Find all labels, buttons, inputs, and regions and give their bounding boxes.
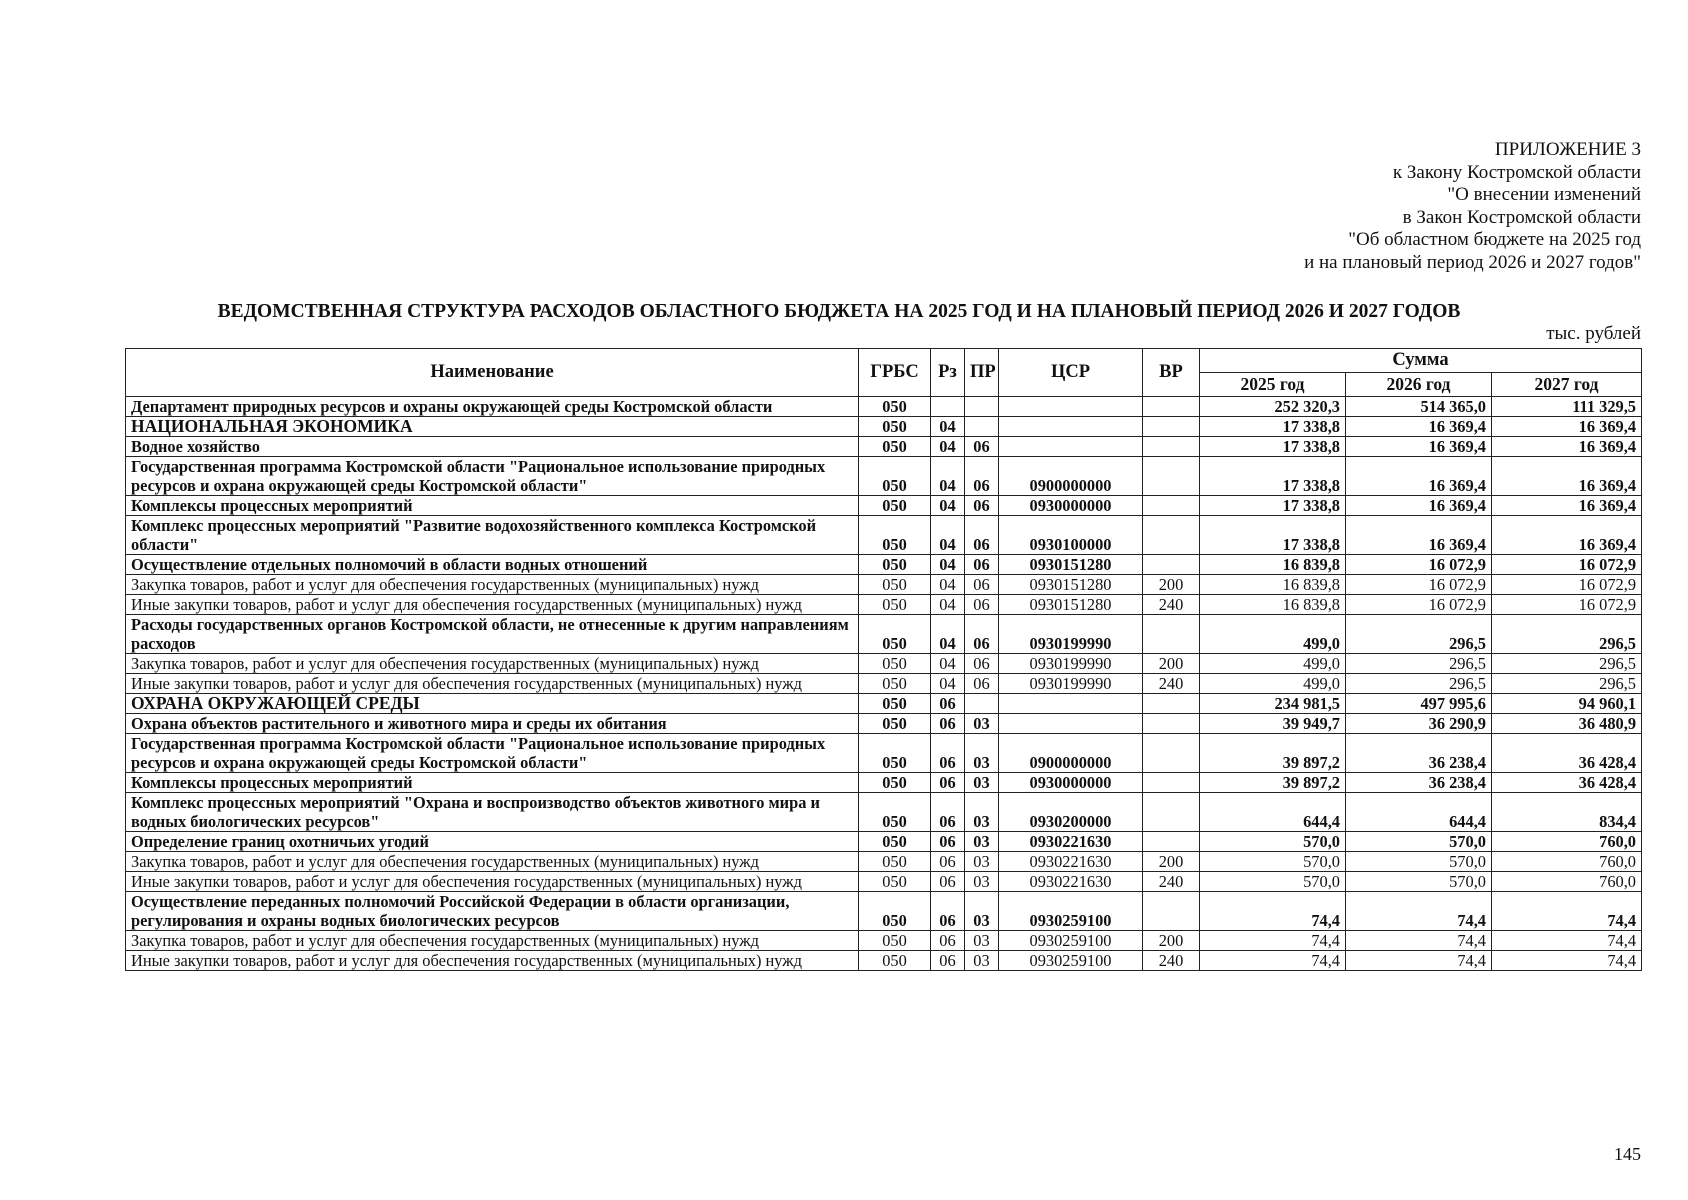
cell-name: Определение границ охотничьих угодий	[126, 832, 859, 852]
cell-pr: 03	[965, 872, 999, 892]
cell-2025: 16 839,8	[1200, 575, 1346, 595]
cell-vr	[1143, 832, 1200, 852]
cell-vr	[1143, 892, 1200, 931]
cell-2027: 16 369,4	[1492, 496, 1642, 516]
cell-rz: 04	[931, 674, 965, 694]
cell-name: Иные закупки товаров, работ и услуг для обеспечения государственных (муниципальных) нужд	[126, 674, 859, 694]
cell-vr	[1143, 417, 1200, 437]
cell-rz: 04	[931, 457, 965, 496]
cell-pr	[965, 694, 999, 714]
cell-grbs: 050	[859, 595, 931, 615]
cell-pr: 06	[965, 575, 999, 595]
cell-pr: 03	[965, 892, 999, 931]
cell-2027: 74,4	[1492, 931, 1642, 951]
cell-rz: 06	[931, 931, 965, 951]
cell-2025: 17 338,8	[1200, 437, 1346, 457]
cell-vr: 200	[1143, 931, 1200, 951]
cell-csr: 0930151280	[999, 555, 1143, 575]
cell-csr	[999, 714, 1143, 734]
cell-csr: 0900000000	[999, 734, 1143, 773]
cell-rz: 06	[931, 694, 965, 714]
cell-pr: 06	[965, 516, 999, 555]
header-name: Наименование	[126, 349, 859, 397]
cell-grbs: 050	[859, 654, 931, 674]
cell-2025: 644,4	[1200, 793, 1346, 832]
cell-rz: 04	[931, 437, 965, 457]
table-row	[126, 793, 1642, 832]
header-year-2025: 2025 год	[1200, 373, 1346, 397]
page-number: 145	[1614, 1144, 1641, 1164]
cell-grbs: 050	[859, 714, 931, 734]
cell-csr: 0930221630	[999, 852, 1143, 872]
cell-rz: 06	[931, 892, 965, 931]
cell-csr: 0900000000	[999, 457, 1143, 496]
cell-name: Закупка товаров, работ и услуг для обеспечения государственных (муниципальных) нужд	[126, 852, 859, 872]
cell-csr	[999, 397, 1143, 417]
cell-2026: 36 238,4	[1346, 734, 1492, 773]
cell-name: Государственная программа Костромской области "Рациональное использование природных ресурсов и охрана окружающей среды Костромской области"	[126, 457, 859, 496]
table-row	[126, 516, 1642, 555]
cell-csr	[999, 437, 1143, 457]
cell-2027: 760,0	[1492, 832, 1642, 852]
cell-vr: 240	[1143, 872, 1200, 892]
table-row	[126, 714, 1642, 734]
cell-2025: 17 338,8	[1200, 516, 1346, 555]
cell-2025: 234 981,5	[1200, 694, 1346, 714]
cell-vr	[1143, 734, 1200, 773]
cell-2027: 94 960,1	[1492, 694, 1642, 714]
cell-csr: 0930259100	[999, 892, 1143, 931]
cell-2027: 16 072,9	[1492, 575, 1642, 595]
cell-2026: 16 369,4	[1346, 496, 1492, 516]
cell-grbs: 050	[859, 773, 931, 793]
header-vr: ВР	[1143, 349, 1200, 397]
cell-vr	[1143, 397, 1200, 417]
cell-2025: 74,4	[1200, 892, 1346, 931]
cell-vr	[1143, 516, 1200, 555]
header-pr: ПР	[965, 349, 999, 397]
appendix-header	[1304, 139, 1641, 275]
cell-rz: 06	[931, 734, 965, 773]
table-row	[126, 615, 1642, 654]
cell-name: Государственная программа Костромской области "Рациональное использование природных ресурсов и охрана окружающей среды Костромской области"	[126, 734, 859, 773]
table-row	[126, 575, 1642, 595]
table-row	[126, 437, 1642, 457]
cell-grbs: 050	[859, 615, 931, 654]
cell-pr: 03	[965, 931, 999, 951]
cell-grbs: 050	[859, 674, 931, 694]
cell-2025: 39 897,2	[1200, 773, 1346, 793]
cell-pr: 06	[965, 654, 999, 674]
cell-grbs: 050	[859, 457, 931, 496]
cell-2025: 499,0	[1200, 615, 1346, 654]
appendix-line: к Закону Костромской области	[1392, 161, 1641, 183]
table-row	[126, 734, 1642, 773]
table-row	[126, 457, 1642, 496]
cell-pr: 06	[965, 496, 999, 516]
table-row	[126, 397, 1642, 417]
cell-pr: 06	[965, 437, 999, 457]
cell-2027: 296,5	[1492, 654, 1642, 674]
cell-grbs: 050	[859, 694, 931, 714]
cell-2025: 74,4	[1200, 931, 1346, 951]
cell-vr	[1143, 555, 1200, 575]
cell-grbs: 050	[859, 417, 931, 437]
cell-2026: 16 072,9	[1346, 595, 1492, 615]
cell-rz: 04	[931, 615, 965, 654]
cell-2027: 16 369,4	[1492, 437, 1642, 457]
cell-2026: 570,0	[1346, 852, 1492, 872]
cell-name: Водное хозяйство	[126, 437, 859, 457]
cell-2025: 16 839,8	[1200, 595, 1346, 615]
cell-name: Комплексы процессных мероприятий	[126, 773, 859, 793]
cell-2026: 296,5	[1346, 674, 1492, 694]
table-row	[126, 852, 1642, 872]
cell-2026: 570,0	[1346, 872, 1492, 892]
cell-rz: 04	[931, 654, 965, 674]
header-sum: Сумма	[1200, 349, 1642, 373]
cell-2025: 570,0	[1200, 872, 1346, 892]
cell-2027: 36 428,4	[1492, 734, 1642, 773]
cell-vr	[1143, 437, 1200, 457]
cell-2025: 499,0	[1200, 674, 1346, 694]
table-row	[126, 417, 1642, 437]
cell-name: НАЦИОНАЛЬНАЯ ЭКОНОМИКА	[126, 417, 859, 437]
cell-vr: 200	[1143, 654, 1200, 674]
table-body	[126, 397, 1642, 971]
cell-pr: 03	[965, 773, 999, 793]
cell-2026: 296,5	[1346, 654, 1492, 674]
appendix-line: ПРИЛОЖЕНИЕ 3	[1494, 139, 1641, 160]
table-row	[126, 694, 1642, 714]
cell-name: Осуществление отдельных полномочий в области водных отношений	[126, 555, 859, 575]
cell-2026: 16 072,9	[1346, 575, 1492, 595]
cell-vr: 240	[1143, 595, 1200, 615]
appendix-line: "Об областном бюджете на 2025 год	[1348, 229, 1641, 251]
cell-name: Комплекс процессных мероприятий "Охрана и воспроизводство объектов животного мира и водных биологических ресурсов"	[126, 793, 859, 832]
cell-grbs: 050	[859, 734, 931, 773]
cell-csr: 0930000000	[999, 773, 1143, 793]
cell-rz: 06	[931, 793, 965, 832]
cell-2027: 16 072,9	[1492, 555, 1642, 575]
header-year-2027: 2027 год	[1492, 373, 1642, 397]
cell-grbs: 050	[859, 931, 931, 951]
cell-rz: 04	[931, 496, 965, 516]
cell-rz: 06	[931, 773, 965, 793]
cell-rz	[931, 397, 965, 417]
cell-2026: 36 290,9	[1346, 714, 1492, 734]
cell-name: Комплекс процессных мероприятий "Развитие водохозяйственного комплекса Костромской области"	[126, 516, 859, 555]
cell-vr	[1143, 457, 1200, 496]
cell-csr: 0930221630	[999, 872, 1143, 892]
cell-2027: 36 480,9	[1492, 714, 1642, 734]
cell-pr: 03	[965, 951, 999, 971]
cell-vr: 240	[1143, 951, 1200, 971]
cell-grbs: 050	[859, 892, 931, 931]
cell-2025: 39 897,2	[1200, 734, 1346, 773]
cell-2025: 17 338,8	[1200, 496, 1346, 516]
cell-vr: 200	[1143, 852, 1200, 872]
cell-2026: 74,4	[1346, 892, 1492, 931]
cell-csr: 0930199990	[999, 615, 1143, 654]
header-grbs: ГРБС	[859, 349, 931, 397]
cell-2026: 16 072,9	[1346, 555, 1492, 575]
cell-2026: 570,0	[1346, 832, 1492, 852]
cell-pr: 03	[965, 714, 999, 734]
cell-csr: 0930199990	[999, 654, 1143, 674]
cell-2027: 36 428,4	[1492, 773, 1642, 793]
cell-name: Охрана объектов растительного и животного мира и среды их обитания	[126, 714, 859, 734]
cell-pr	[965, 397, 999, 417]
cell-2026: 296,5	[1346, 615, 1492, 654]
cell-2026: 514 365,0	[1346, 397, 1492, 417]
cell-grbs: 050	[859, 516, 931, 555]
appendix-line: и на плановый период 2026 и 2027 годов"	[1304, 251, 1641, 273]
cell-pr: 06	[965, 615, 999, 654]
cell-rz: 06	[931, 872, 965, 892]
cell-name: Закупка товаров, работ и услуг для обеспечения государственных (муниципальных) нужд	[126, 575, 859, 595]
cell-csr	[999, 417, 1143, 437]
cell-name: ОХРАНА ОКРУЖАЮЩЕЙ СРЕДЫ	[126, 694, 859, 714]
budget-table	[125, 348, 1642, 971]
cell-name: Иные закупки товаров, работ и услуг для обеспечения государственных (муниципальных) нужд	[126, 872, 859, 892]
header-year-2026: 2026 год	[1346, 373, 1492, 397]
cell-csr: 0930199990	[999, 674, 1143, 694]
table-row	[126, 892, 1642, 931]
cell-rz: 06	[931, 852, 965, 872]
cell-2026: 74,4	[1346, 931, 1492, 951]
cell-vr	[1143, 773, 1200, 793]
cell-name: Иные закупки товаров, работ и услуг для обеспечения государственных (муниципальных) нужд	[126, 595, 859, 615]
cell-2027: 760,0	[1492, 872, 1642, 892]
cell-pr: 03	[965, 852, 999, 872]
cell-grbs: 050	[859, 575, 931, 595]
cell-rz: 06	[931, 832, 965, 852]
cell-csr: 0930259100	[999, 951, 1143, 971]
cell-2025: 74,4	[1200, 951, 1346, 971]
cell-grbs: 050	[859, 555, 931, 575]
cell-2027: 16 369,4	[1492, 417, 1642, 437]
cell-name: Закупка товаров, работ и услуг для обеспечения государственных (муниципальных) нужд	[126, 931, 859, 951]
cell-2027: 111 329,5	[1492, 397, 1642, 417]
cell-grbs: 050	[859, 852, 931, 872]
cell-vr	[1143, 793, 1200, 832]
cell-2027: 296,5	[1492, 674, 1642, 694]
cell-pr: 06	[965, 674, 999, 694]
cell-grbs: 050	[859, 951, 931, 971]
cell-csr: 0930151280	[999, 595, 1143, 615]
cell-rz: 04	[931, 555, 965, 575]
cell-2026: 16 369,4	[1346, 457, 1492, 496]
cell-pr: 03	[965, 832, 999, 852]
cell-grbs: 050	[859, 793, 931, 832]
cell-2027: 16 369,4	[1492, 457, 1642, 496]
table-row	[126, 555, 1642, 575]
cell-vr	[1143, 694, 1200, 714]
cell-2027: 16 369,4	[1492, 516, 1642, 555]
cell-2025: 17 338,8	[1200, 417, 1346, 437]
cell-2026: 16 369,4	[1346, 516, 1492, 555]
cell-pr: 03	[965, 734, 999, 773]
cell-2025: 39 949,7	[1200, 714, 1346, 734]
cell-name: Комплексы процессных мероприятий	[126, 496, 859, 516]
document-title: ВЕДОМСТВЕННАЯ СТРУКТУРА РАСХОДОВ ОБЛАСТНОГО БЮДЖЕТА НА 2025 ГОД И НА ПЛАНОВЫЙ ПЕРИОД 2026 И 2027 ГОДОВ	[217, 301, 1461, 322]
cell-vr: 200	[1143, 575, 1200, 595]
cell-2025: 17 338,8	[1200, 457, 1346, 496]
cell-name: Закупка товаров, работ и услуг для обеспечения государственных (муниципальных) нужд	[126, 654, 859, 674]
cell-vr	[1143, 714, 1200, 734]
cell-2027: 296,5	[1492, 615, 1642, 654]
cell-vr	[1143, 496, 1200, 516]
cell-rz: 04	[931, 417, 965, 437]
cell-2027: 760,0	[1492, 852, 1642, 872]
cell-name: Иные закупки товаров, работ и услуг для обеспечения государственных (муниципальных) нужд	[126, 951, 859, 971]
cell-2027: 74,4	[1492, 951, 1642, 971]
table-row	[126, 674, 1642, 694]
cell-pr: 06	[965, 555, 999, 575]
cell-rz: 06	[931, 951, 965, 971]
cell-2026: 16 369,4	[1346, 437, 1492, 457]
cell-2026: 16 369,4	[1346, 417, 1492, 437]
cell-rz: 04	[931, 575, 965, 595]
cell-2025: 16 839,8	[1200, 555, 1346, 575]
table-row	[126, 595, 1642, 615]
cell-2025: 499,0	[1200, 654, 1346, 674]
cell-rz: 04	[931, 595, 965, 615]
cell-csr: 0930221630	[999, 832, 1143, 852]
cell-2025: 570,0	[1200, 852, 1346, 872]
cell-grbs: 050	[859, 832, 931, 852]
cell-2026: 74,4	[1346, 951, 1492, 971]
cell-2025: 252 320,3	[1200, 397, 1346, 417]
cell-name: Расходы государственных органов Костромской области, не отнесенные к другим направлениям расходов	[126, 615, 859, 654]
cell-name: Осуществление переданных полномочий Российской Федерации в области организации, регулирования и охраны водных биологических ресурсов	[126, 892, 859, 931]
cell-csr: 0930100000	[999, 516, 1143, 555]
cell-csr: 0930259100	[999, 931, 1143, 951]
cell-grbs: 050	[859, 437, 931, 457]
table-row	[126, 496, 1642, 516]
cell-pr: 06	[965, 595, 999, 615]
header-rz: Рз	[931, 349, 965, 397]
table-row	[126, 872, 1642, 892]
cell-2027: 16 072,9	[1492, 595, 1642, 615]
table-row	[126, 654, 1642, 674]
cell-2026: 644,4	[1346, 793, 1492, 832]
cell-vr	[1143, 615, 1200, 654]
cell-pr: 03	[965, 793, 999, 832]
cell-grbs: 050	[859, 397, 931, 417]
cell-grbs: 050	[859, 496, 931, 516]
table-row	[126, 931, 1642, 951]
cell-2026: 36 238,4	[1346, 773, 1492, 793]
cell-csr: 0930000000	[999, 496, 1143, 516]
cell-pr	[965, 417, 999, 437]
appendix-line: в Закон Костромской области	[1402, 206, 1641, 228]
table-row	[126, 832, 1642, 852]
table-row	[126, 951, 1642, 971]
cell-2027: 834,4	[1492, 793, 1642, 832]
cell-csr	[999, 694, 1143, 714]
appendix-line: "О внесении изменений	[1447, 184, 1641, 206]
cell-rz: 04	[931, 516, 965, 555]
cell-csr: 0930200000	[999, 793, 1143, 832]
cell-csr: 0930151280	[999, 575, 1143, 595]
units-label: тыс. рублей	[1546, 323, 1641, 344]
cell-rz: 06	[931, 714, 965, 734]
cell-vr: 240	[1143, 674, 1200, 694]
table-row	[126, 773, 1642, 793]
cell-name: Департамент природных ресурсов и охраны окружающей среды Костромской области	[126, 397, 859, 417]
cell-2026: 497 995,6	[1346, 694, 1492, 714]
header-csr: ЦСР	[999, 349, 1143, 397]
cell-2025: 570,0	[1200, 832, 1346, 852]
cell-2027: 74,4	[1492, 892, 1642, 931]
cell-pr: 06	[965, 457, 999, 496]
cell-grbs: 050	[859, 872, 931, 892]
